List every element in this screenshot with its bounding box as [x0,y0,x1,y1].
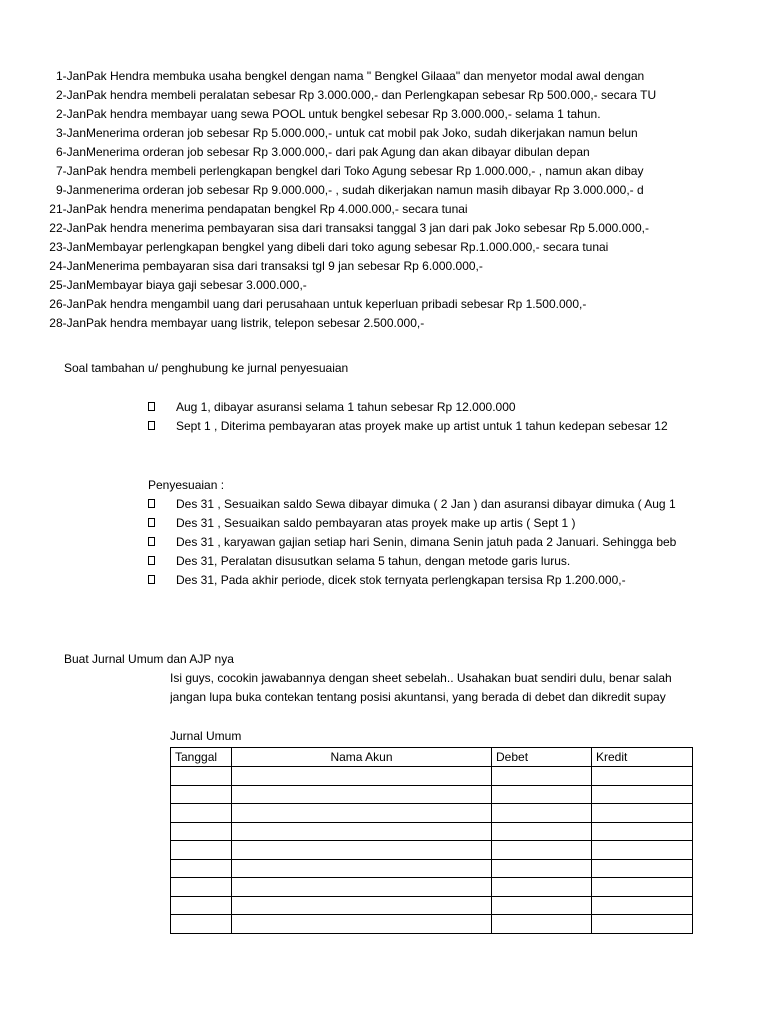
transaction-text: Pak hendra mengambil uang dari perusahaan untuk keperluan pribadi sebesar Rp 1.500.000,- [86,297,587,311]
extra-heading: Soal tambahan u/ penghubung ke jurnal penyesuaian [64,361,349,375]
cell-debet[interactable] [492,915,592,934]
cell-kredit[interactable] [592,822,693,841]
adjustment-item [148,514,696,533]
checkbox-icon [148,402,155,411]
cell-nama-akun[interactable] [232,785,492,804]
transaction-text: Pak hendra menerima pembayaran sisa dari transaksi tanggal 3 jan dari pak Joko sebesar Rp 5.000.000,- [86,221,649,235]
cell-debet[interactable] [492,841,592,860]
checkbox-icon [148,556,155,565]
transaction-row [0,162,700,181]
transaction-row [0,295,700,314]
transaction-date: 1-Jan [55,69,86,83]
cell-tanggal[interactable] [171,822,232,841]
cell-tanggal[interactable] [171,915,232,934]
transaction-date: 3-Jan [55,126,86,140]
transaction-row [0,200,700,219]
transaction-text: Pak hendra membeli perlengkapan bengkel dari Toko Agung sebesar Rp 1.000.000,- , namun akan dibay [86,164,644,178]
extra-item [148,398,696,417]
extra-item-text: Aug 1, dibayar asuransi selama 1 tahun sebesar Rp 12.000.000 [176,400,516,414]
extra-item-text: Sept 1 , Diterima pembayaran atas proyek make up artist untuk 1 tahun kedepan sebesar 12 [176,419,668,433]
cell-tanggal[interactable] [171,859,232,878]
cell-kredit[interactable] [592,896,693,915]
cell-kredit[interactable] [592,841,693,860]
transaction-date: 2-Jan [55,88,86,102]
column-header-debet: Debet [492,748,592,767]
cell-kredit[interactable] [592,859,693,878]
journal-row [171,785,693,804]
transaction-text: Pak hendra membayar uang sewa POOL untuk bengkel sebesar Rp 3.000.000,- selama 1 tahun. [86,107,601,121]
instructions-line: Isi guys, cocokin jawabannya dengan sheet sebelah.. Usahakan buat sendiri dulu, benar salah [170,671,672,685]
transaction-row [0,314,700,333]
adjustment-item [148,571,696,590]
journal-row [171,822,693,841]
transaction-date: 22-Jan [49,221,86,235]
transaction-text: menerima orderan job sebesar Rp 9.000.000,- , sudah dikerjakan namun masih dibayar Rp 3.000.000,- d [86,183,644,197]
transaction-text: Pak Hendra membuka usaha bengkel dengan nama " Bengkel Gilaaa" dan menyetor modal awal dengan [86,69,645,83]
transaction-text: Menerima pembayaran sisa dari transaksi tgl 9 jan sebesar Rp 6.000.000,- [86,259,483,273]
transaction-date: 24-Jan [49,259,86,273]
transaction-row [0,105,700,124]
column-header-tanggal: Tanggal [171,748,232,767]
cell-tanggal[interactable] [171,896,232,915]
cell-kredit[interactable] [592,878,693,897]
transaction-row [0,219,700,238]
column-header-nama-akun: Nama Akun [232,748,492,767]
cell-nama-akun[interactable] [232,859,492,878]
transaction-date: 21-Jan [49,202,86,216]
transaction-date: 25-Jan [49,278,86,292]
adjustments-heading: Penyesuaian : [148,478,225,492]
cell-tanggal[interactable] [171,785,232,804]
cell-nama-akun[interactable] [232,896,492,915]
cell-debet[interactable] [492,767,592,786]
adjustment-item [148,552,696,571]
journal-row [171,859,693,878]
cell-kredit[interactable] [592,767,693,786]
transaction-row [0,143,700,162]
cell-nama-akun[interactable] [232,767,492,786]
cell-nama-akun[interactable] [232,841,492,860]
transaction-row [0,276,700,295]
adjustment-item-text: Des 31, Peralatan disusutkan selama 5 tahun, dengan metode garis lurus. [176,554,571,568]
cell-kredit[interactable] [592,785,693,804]
cell-debet[interactable] [492,822,592,841]
cell-debet[interactable] [492,896,592,915]
cell-debet[interactable] [492,878,592,897]
cell-kredit[interactable] [592,915,693,934]
journal-header-row [171,748,693,767]
cell-tanggal[interactable] [171,804,232,823]
adjustment-item [148,495,696,514]
transaction-row [0,181,700,200]
journal-row [171,896,693,915]
journal-table [170,747,693,934]
column-header-kredit: Kredit [592,748,693,767]
journal-row [171,841,693,860]
transaction-row [0,86,700,105]
checkbox-icon [148,499,155,508]
journal-title: Jurnal Umum [170,729,242,743]
transaction-date: 7-Jan [55,164,86,178]
cell-nama-akun[interactable] [232,878,492,897]
cell-debet[interactable] [492,785,592,804]
adjustment-item-text: Des 31, Pada akhir periode, dicek stok ternyata perlengkapan tersisa Rp 1.200.000,- [176,573,626,587]
transaction-row [0,124,700,143]
transaction-text: Menerima orderan job sebesar Rp 5.000.000,- untuk cat mobil pak Joko, sudah dikerjakan namun belun [86,126,638,140]
journal-row [171,767,693,786]
instructions-line: jangan lupa buka contekan tentang posisi akuntansi, yang berada di debet dan dikredit supay [170,690,666,704]
transaction-text: Membayar perlengkapan bengkel yang dibeli dari toko agung sebesar Rp.1.000.000,- secara tunai [86,240,609,254]
transaction-row [0,257,700,276]
transaction-text: Pak hendra membeli peralatan sebesar Rp 3.000.000,- dan Perlengkapan sebesar Rp 500.000,- secara TU [86,88,657,102]
transaction-date: 6-Jan [55,145,86,159]
transaction-text: Membayar biaya gaji sebesar 3.000.000,- [86,278,307,292]
transaction-text: Menerima orderan job sebesar Rp 3.000.000,- dari pak Agung dan akan dibayar dibulan depan [86,145,590,159]
adjustment-item-text: Des 31 , Sesuaikan saldo Sewa dibayar dimuka ( 2 Jan ) dan asuransi dibayar dimuka ( Aug 1 [176,497,676,511]
transaction-date: 28-Jan [49,316,86,330]
cell-debet[interactable] [492,804,592,823]
checkbox-icon [148,537,155,546]
checkbox-icon [148,421,155,430]
checkbox-icon [148,518,155,527]
cell-debet[interactable] [492,859,592,878]
transaction-text: Pak hendra menerima pendapatan bengkel Rp 4.000.000,- secara tunai [86,202,468,216]
transaction-date: 2-Jan [55,107,86,121]
cell-tanggal[interactable] [171,767,232,786]
cell-kredit[interactable] [592,804,693,823]
instructions-heading: Buat Jurnal Umum dan AJP nya [64,652,234,666]
transaction-row [0,67,700,86]
transaction-date: 23-Jan [49,240,86,254]
adjustment-item [148,533,696,552]
transaction-date: 26-Jan [49,297,86,311]
cell-tanggal[interactable] [171,878,232,897]
cell-nama-akun[interactable] [232,822,492,841]
transaction-row [0,238,700,257]
transaction-text: Pak hendra membayar uang listrik, telepon sebesar 2.500.000,- [86,316,425,330]
journal-row [171,804,693,823]
cell-tanggal[interactable] [171,841,232,860]
adjustment-item-text: Des 31 , Sesuaikan saldo pembayaran atas proyek make up artis ( Sept 1 ) [176,516,576,530]
checkbox-icon [148,575,155,584]
extra-item [148,417,696,436]
journal-row [171,878,693,897]
transaction-date: 9-Jan [55,183,86,197]
cell-nama-akun[interactable] [232,804,492,823]
adjustment-item-text: Des 31 , karyawan gajian setiap hari Senin, dimana Senin jatuh pada 2 Januari. Sehingga beb [176,535,677,549]
cell-nama-akun[interactable] [232,915,492,934]
journal-row [171,915,693,934]
